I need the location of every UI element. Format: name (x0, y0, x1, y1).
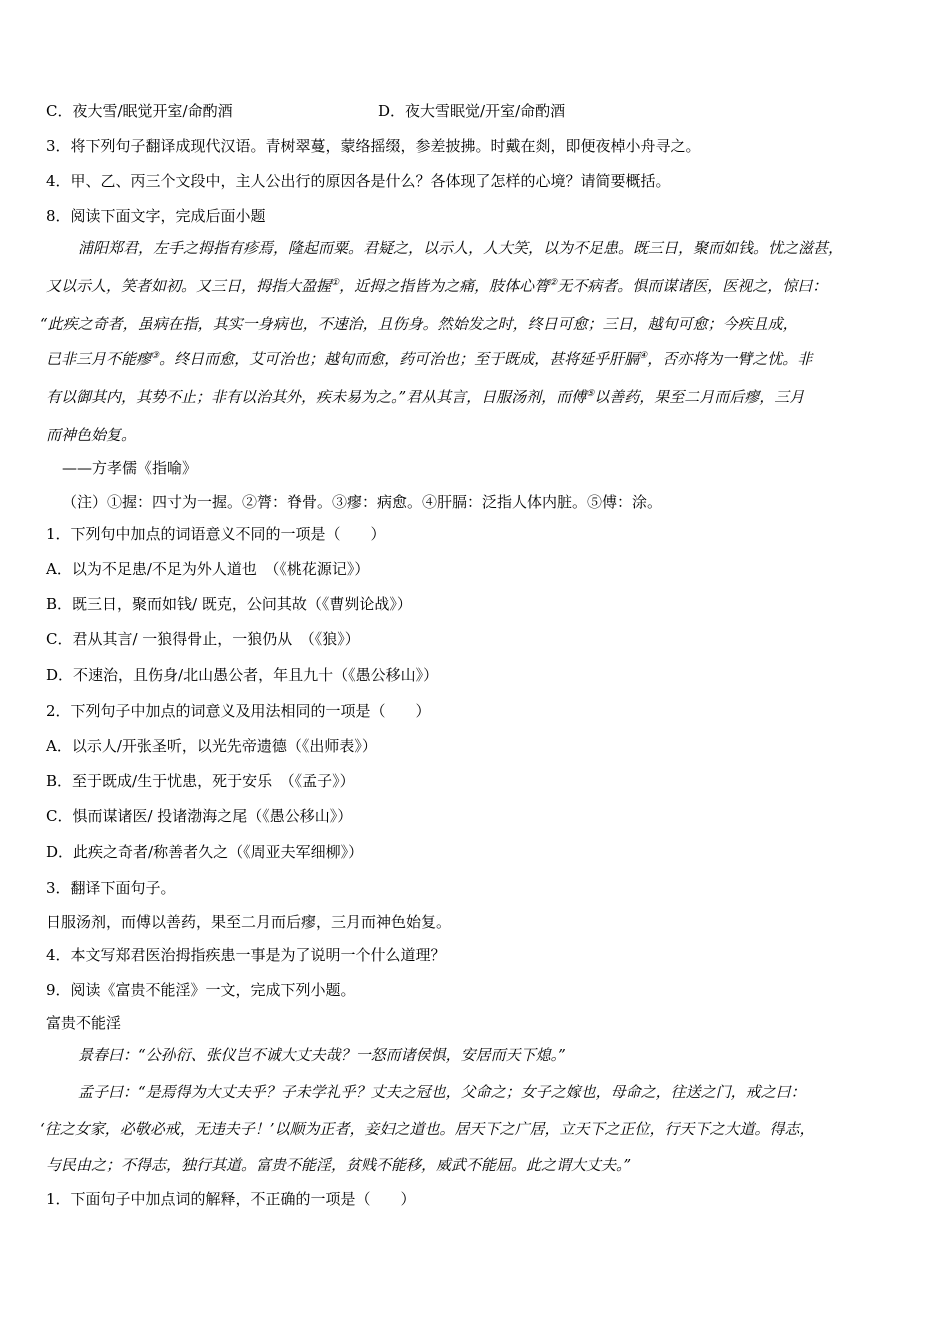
q2-option-a: A．以示人/开张圣听，以光先帝遗德（《出师表》） (46, 737, 377, 755)
passage-line: 而神色始复。 (46, 426, 137, 444)
footnote-mark: ⑤ (586, 389, 595, 399)
question-8-4: 4．本文写郑君医治拇指疾患一事是为了说明一个什么道理？ (46, 946, 446, 964)
passage-line: 孟子曰：“是焉得为大丈夫乎？子未学礼乎？丈夫之冠也，父命之；女子之嫁也，母命之，往送之门，戒之曰： (78, 1083, 806, 1101)
question-8-3-sentence: 日服汤剂，而傅以善药，果至二月而后瘳，三月而神色始复。 (46, 913, 452, 931)
q1-option-c: C．君从其言/ 一狼得骨止，一狼仍从 （《狼》） (46, 630, 360, 648)
passage-line: 浦阳郑君，左手之拇指有疹焉，隆起而粟。君疑之，以示人，人大笑，以为不足患。既三日，聚而如钱。忧之滋甚， (78, 239, 844, 257)
passage-line: ‘往之女家，必敬必戒，无违夫子！’以顺为正者，妾妇之道也。居天下之广居，立天下之正位，行天下之大道。得志， (40, 1120, 815, 1138)
passage-line: 景春曰：“公孙衍、张仪岂不诚大丈夫哉？一怒而诸侯惧，安居而天下熄。” (78, 1046, 566, 1064)
footnote-mark: ① (331, 278, 340, 288)
passage-source: ——方孝儒《指喻》 (62, 459, 198, 477)
question-8-3: 3．翻译下面句子。 (46, 879, 176, 897)
passage-title: 富贵不能淫 (46, 1014, 122, 1032)
question-9-1: 1．下面句子中加点词的解释，不正确的一项是（ ） (46, 1190, 416, 1208)
footnote-mark: ④ (639, 351, 648, 361)
passage-line: 又以示人，笑者如初。又三日，拇指大盈握①，近拇之指皆为之痛，肢体心膂②无不病者。惧而谋诸医，医视之，惊曰： (46, 277, 828, 295)
q1-option-b: B．既三日，聚而如钱/ 既克，公问其故（《曹刿论战》） (46, 595, 412, 613)
section-9-heading: 9．阅读《富贵不能淫》一文，完成下列小题。 (46, 981, 356, 999)
footnote-mark: ③ (151, 351, 160, 361)
question-4-summary: 4．甲、乙、丙三个文段中，主人公出行的原因各是什么？各体现了怎样的心境？请简要概括。 (46, 172, 671, 190)
option-c-line: C．夜大雪/眠觉开室/命酌酒 (46, 102, 233, 120)
passage-line: 有以御其内，其势不止；非有以治其外，疾未易为之。”君从其言，日服汤剂，而傅⑤以善药，果至二月而后瘳，三月 (46, 388, 805, 406)
option-d-line: D．夜大雪眠觉/开室/命酌酒 (378, 102, 566, 120)
q2-option-d: D．此疾之奇者/称善者久之（《周亚夫军细柳》） (46, 843, 364, 861)
section-8-heading: 8．阅读下面文字，完成后面小题 (46, 207, 266, 225)
passage-line: 已非三月不能瘳③。终日而愈，艾可治也；越旬而愈，药可治也；至于既成，甚将延乎肝膈④，否亦将为一臂之忧。非 (46, 350, 813, 368)
q2-option-b: B．至于既成/生于忧患，死于安乐 （《孟子》） (46, 772, 355, 790)
passage-line: “此疾之奇者，虽病在指，其实一身病也，不速治，且伤身。然始发之时，终日可愈；三日，越旬可愈；今疾且成， (40, 315, 798, 333)
question-8-1: 1．下列句中加点的词语意义不同的一项是（ ） (46, 525, 386, 543)
footnotes: （注）①握：四寸为一握。②膂：脊骨。③瘳：病愈。④肝膈：泛指人体内脏。⑤傅：涂。 (62, 493, 663, 511)
passage-line: 与民由之；不得志，独行其道。富贵不能淫，贫贱不能移，威武不能屈。此之谓大丈夫。” (46, 1156, 632, 1174)
question-8-2: 2．下列句子中加点的词意义及用法相同的一项是（ ） (46, 702, 431, 720)
q1-option-a: A．以为不足患/不足为外人道也 （《桃花源记》） (46, 560, 370, 578)
question-3-translate: 3．将下列句子翻译成现代汉语。青树翠蔓，蒙络摇缀，参差披拂。时戴在剡，即便夜棹小舟寻之。 (46, 137, 701, 155)
q2-option-c: C．惧而谋诸医/ 投诸渤海之尾（《愚公移山》） (46, 807, 353, 825)
footnote-mark: ② (549, 278, 558, 288)
q1-option-d: D．不速治，且伤身/北山愚公者，年且九十（《愚公移山》） (46, 666, 439, 684)
